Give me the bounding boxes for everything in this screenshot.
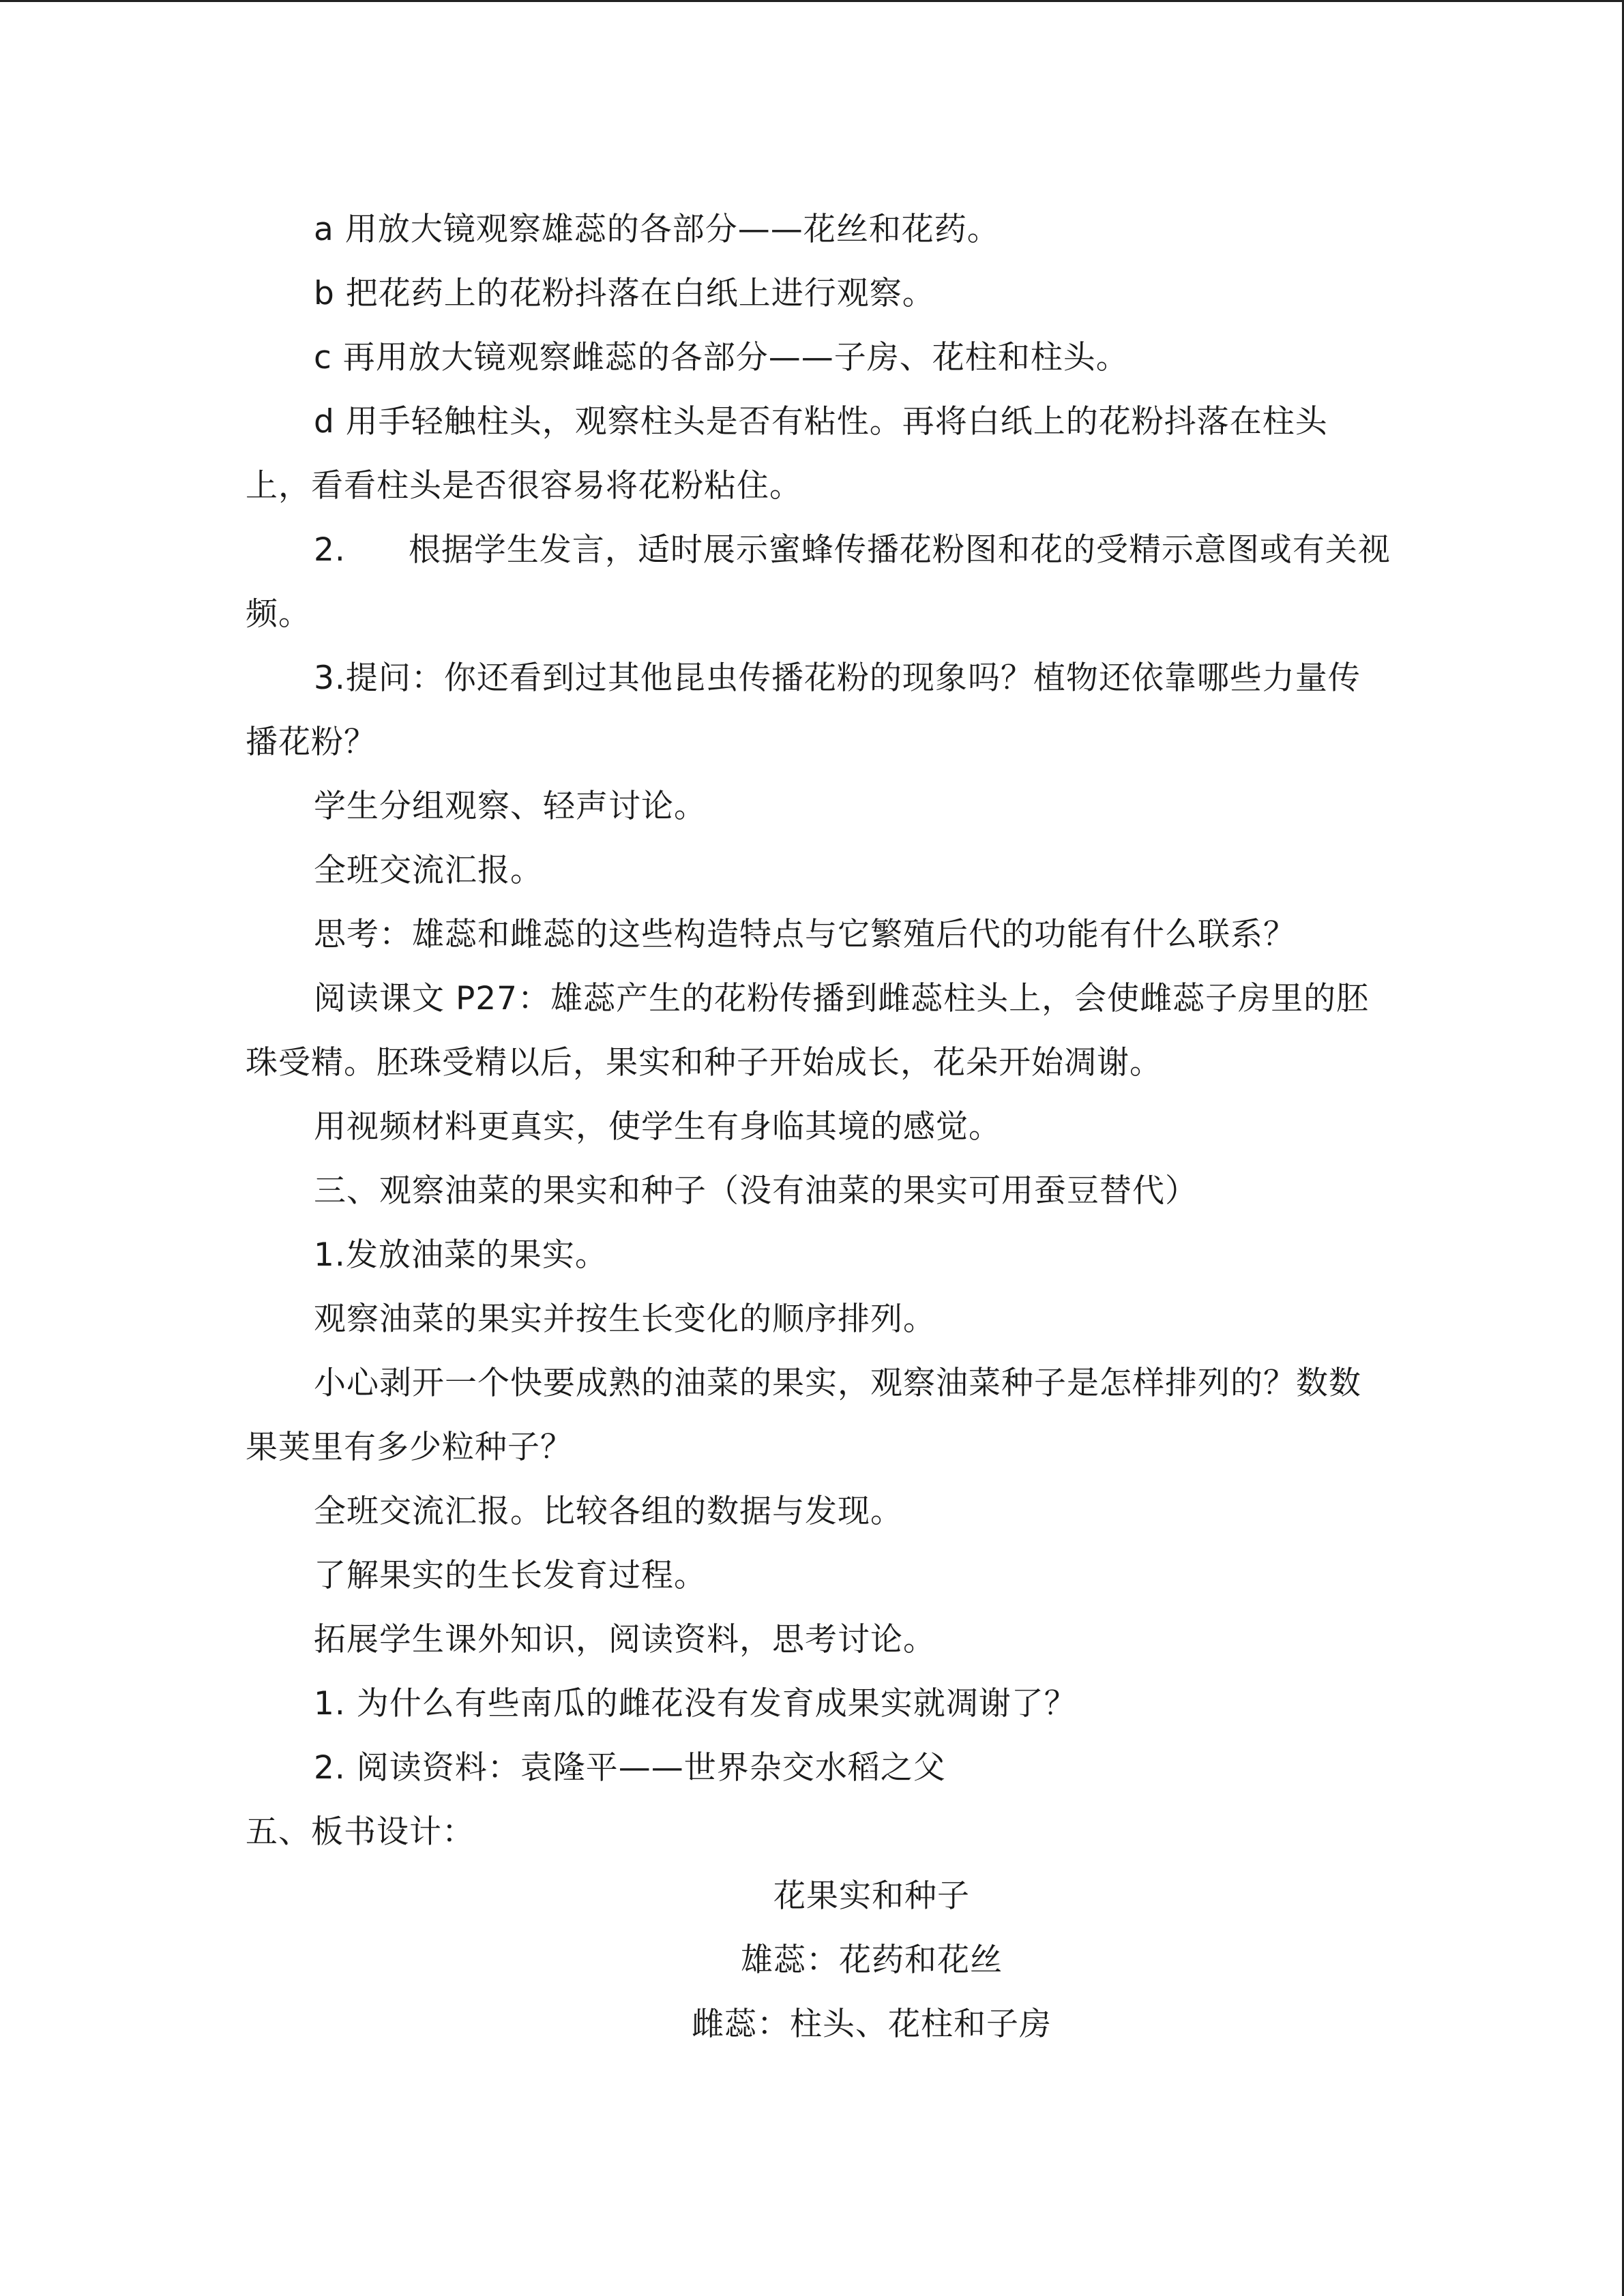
step-a-line: a 用放大镜观察雄蕊的各部分——花丝和花药。 [314,211,1000,248]
fruit-growth-line: 了解果实的生长发育过程。 [314,1557,707,1594]
peel-fruit-line: 小心剥开一个快要成熟的油菜的果实，观察油菜种子是怎样排列的？数数 [314,1365,1361,1402]
step-b-line: b 把花药上的花粉抖落在白纸上进行观察。 [314,275,935,312]
section-3-heading: 三、观察油菜的果实和种子（没有油菜的果实可用蚕豆替代） [314,1172,1198,1210]
group-observe-line: 学生分组观察、轻声讨论。 [314,788,707,825]
extension-line: 拓展学生课外知识，阅读资料，思考讨论。 [314,1621,936,1658]
item-2-text: 根据学生发言，适时展示蜜蜂传播花粉图和花的受精示意图或有关视 [408,531,1391,569]
board-pistil: 雌蕊：柱头、花柱和子房 [692,2006,1052,2043]
step-d-line: d 用手轻触柱头，观察柱头是否有粘性。再将白纸上的花粉抖落在柱头 [314,403,1328,441]
reading-line: 阅读课文 P27：雄蕊产生的花粉传播到雌蕊柱头上，会使雌蕊子房里的胚 [314,980,1370,1017]
item-3-line: 3.提问：你还看到过其他昆虫传播花粉的现象吗？植物还依靠哪些力量传 [314,659,1361,697]
item-2-line [246,518,1391,582]
step-d-continuation: 上，看看柱头是否很容易将花粉粘住。 [246,467,802,505]
section-5-heading: 五、板书设计： [246,1813,475,1851]
distribute-fruit-line: 1.发放油菜的果实。 [314,1236,608,1274]
class-report-line: 全班交流汇报。 [314,852,543,889]
board-title: 花果实和种子 [773,1877,970,1915]
step-c-line: c 再用放大镜观察雌蕊的各部分——子房、花柱和柱头。 [314,339,1129,376]
item-2-continuation: 频。 [246,595,311,633]
think-question-line: 思考：雄蕊和雌蕊的这些构造特点与它繁殖后代的功能有什么联系？ [314,916,1296,953]
item-3-continuation: 播花粉？ [246,724,377,761]
arrange-fruit-line: 观察油菜的果实并按生长变化的顺序排列。 [314,1300,936,1338]
extension-q1-line: 1. 为什么有些南瓜的雌花没有发育成果实就凋谢了？ [314,1685,1077,1723]
document-body [246,198,1391,2057]
reading-continuation: 珠受精。胚珠受精以后，果实和种子开始成长，花朵开始凋谢。 [246,1044,1162,1082]
extension-q2-line: 2. 阅读资料：袁隆平——世界杂交水稻之父 [314,1749,946,1787]
board-stamen: 雄蕊：花药和花丝 [741,1941,1003,1979]
compare-data-line: 全班交流汇报。比较各组的数据与发现。 [314,1493,903,1530]
item-2-number: 2. [314,531,346,569]
video-note-line: 用视频材料更真实，使学生有身临其境的感觉。 [314,1108,1001,1146]
peel-fruit-continuation: 果荚里有多少粒种子？ [246,1429,573,1466]
